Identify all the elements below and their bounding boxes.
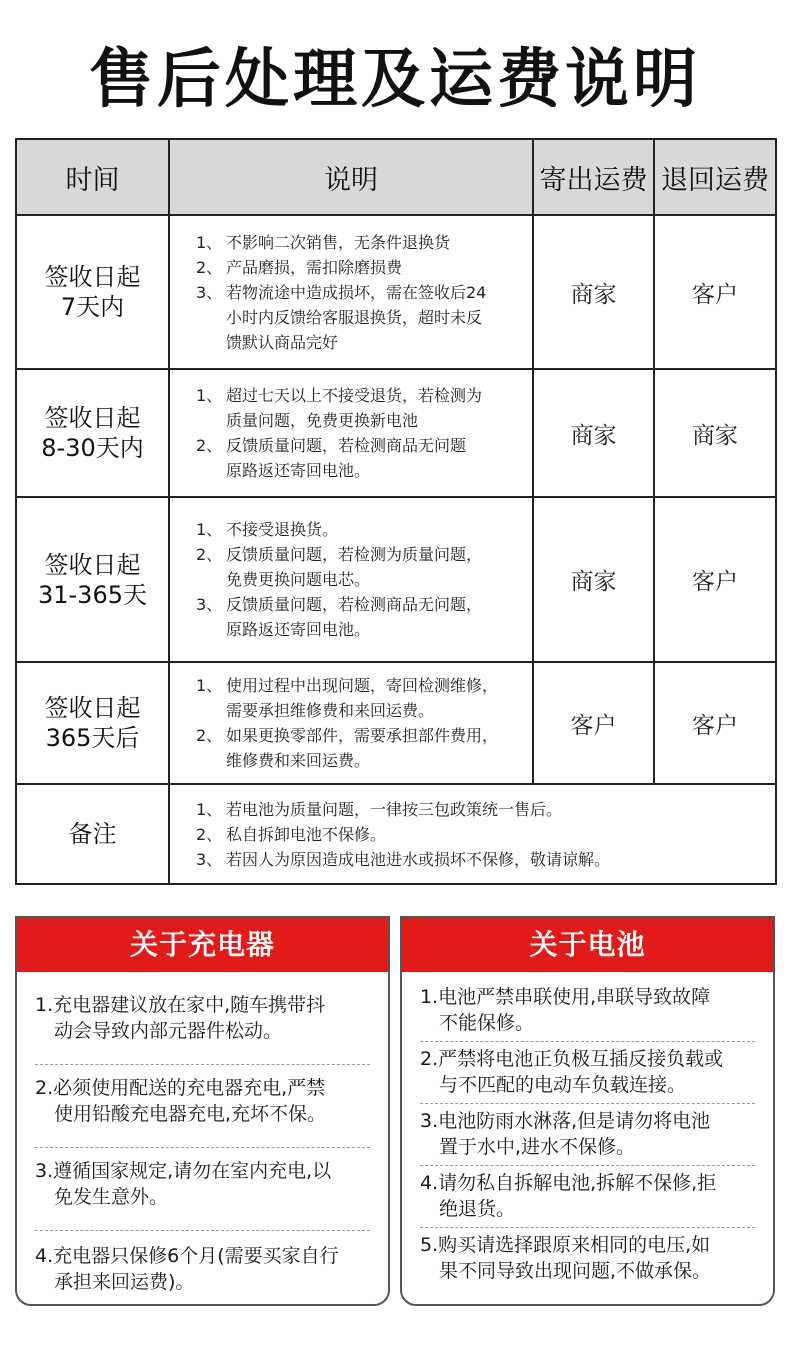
period-cell	[16, 215, 169, 369]
item-text: 不接受退换货。	[226, 520, 339, 539]
battery-tip-item	[420, 1166, 755, 1228]
description-cell	[169, 215, 533, 369]
charger-info-box	[15, 916, 390, 1306]
period-text: 8-30天内	[41, 434, 144, 462]
battery-tip-item	[420, 1104, 755, 1166]
table-row	[16, 662, 776, 784]
item-text: 原路返还寄回电池。	[226, 461, 371, 480]
remarks-label: 备注	[16, 784, 169, 884]
battery-tip-line: 果不同导致出现问题,不做承保。	[439, 1260, 712, 1282]
table-header-row	[16, 139, 776, 215]
remarks-cell	[169, 784, 776, 884]
period-text: 签收日起	[44, 404, 141, 432]
item-text: 超过七天以上不接受退货，若检测为	[226, 386, 483, 405]
battery-tip-line: 绝退货。	[439, 1198, 516, 1220]
battery-item-list	[402, 972, 773, 1289]
description-line	[196, 280, 524, 305]
header-time: 时间	[16, 139, 169, 215]
table-row	[16, 369, 776, 497]
battery-tip-line: 不能保修。	[439, 1012, 535, 1034]
item-text: 需要承担维修费和来回运费。	[226, 701, 435, 720]
description-line	[196, 592, 524, 617]
battery-tip-line: 4.请勿私自拆解电池,拆解不保修,拒	[420, 1172, 717, 1194]
item-number: 3、	[196, 849, 223, 869]
description-line	[196, 723, 524, 748]
battery-tip-line: 1.电池严禁串联使用,串联导致故障	[420, 986, 711, 1008]
charger-tip-item	[35, 1065, 370, 1148]
battery-tip-item	[420, 980, 755, 1042]
item-number: 3、	[196, 282, 223, 302]
battery-tip-item	[420, 1228, 755, 1289]
item-text: 不影响二次销售，无条件退换货	[226, 232, 451, 252]
item-number: 2、	[196, 257, 223, 277]
period-cell	[16, 497, 169, 662]
item-text: 若电池为质量问题，一律按三包政策统一售后。	[226, 799, 563, 819]
description-line	[196, 458, 524, 483]
description-line	[196, 698, 524, 723]
after-sales-policy-table	[15, 138, 777, 885]
period-text: 签收日起	[44, 550, 141, 579]
item-text: 反馈质量问题，若检测商品无问题，	[226, 595, 483, 614]
remarks-row	[16, 784, 776, 884]
description-cell	[169, 662, 533, 784]
charger-tip-line: 3.遵循国家规定,请勿在室内充电,以	[35, 1160, 332, 1182]
period-text: 签收日起	[44, 263, 141, 291]
header-return-fee: 退回运费	[654, 139, 776, 215]
description-line	[196, 383, 524, 408]
remark-line	[196, 797, 767, 822]
remark-line	[196, 822, 767, 847]
description-line	[196, 230, 524, 255]
item-number: 1、	[196, 799, 223, 819]
battery-tip-line: 2.严禁将电池正负极互插反接负载或	[420, 1048, 724, 1070]
description-line	[196, 408, 524, 433]
header-description: 说明	[169, 139, 533, 215]
battery-tip-line: 5.购买请选择跟原来相同的电压,如	[420, 1234, 711, 1256]
charger-item-list	[17, 972, 388, 1306]
description-line	[196, 673, 524, 698]
description-line	[196, 567, 524, 592]
item-number: 1、	[196, 520, 223, 539]
table-row	[16, 497, 776, 662]
item-number: 1、	[196, 232, 223, 252]
period-text: 31-365天	[37, 580, 147, 609]
item-text: 反馈质量问题，若检测为质量问题，	[226, 545, 483, 564]
item-text: 馈默认商品完好	[226, 332, 339, 352]
battery-info-box	[400, 916, 775, 1306]
item-number: 2、	[196, 545, 223, 564]
battery-box-title: 关于电池	[402, 918, 773, 972]
item-text: 质量问题，免费更换新电池	[226, 411, 419, 430]
description-line	[196, 305, 524, 330]
item-number: 3、	[196, 595, 223, 614]
item-text: 反馈质量问题，若检测商品无问题	[226, 436, 467, 455]
item-text: 如果更换零部件，需要承担部件费用，	[226, 726, 499, 745]
charger-tip-line: 1.充电器建议放在家中,随车携带抖	[35, 994, 326, 1016]
battery-tip-line: 3.电池防雨水淋落,但是请勿将电池	[420, 1110, 711, 1132]
description-line	[196, 255, 524, 280]
remark-line	[196, 847, 767, 872]
period-text: 签收日起	[44, 694, 141, 722]
description-cell	[169, 497, 533, 662]
item-text: 产品磨损，需扣除磨损费	[226, 257, 403, 277]
description-line	[196, 517, 524, 542]
header-send-fee: 寄出运费	[533, 139, 654, 215]
send-fee-cell: 商家	[533, 215, 654, 369]
item-text: 维修费和来回运费。	[226, 751, 371, 770]
description-cell	[169, 369, 533, 497]
item-text: 免费更换问题电芯。	[226, 570, 371, 589]
description-line	[196, 617, 524, 642]
period-cell	[16, 662, 169, 784]
item-text: 若物流途中造成损坏，需在签收后24	[226, 282, 487, 302]
return-fee-cell: 客户	[654, 662, 776, 784]
send-fee-cell: 商家	[533, 369, 654, 497]
description-line	[196, 330, 524, 355]
charger-tip-item	[35, 1231, 370, 1306]
description-line	[196, 748, 524, 773]
description-line	[196, 433, 524, 458]
item-number: 2、	[196, 824, 223, 844]
page-title: 售后处理及运费说明	[89, 43, 701, 117]
send-fee-cell: 客户	[533, 662, 654, 784]
charger-tip-line: 4.充电器只保修6个月(需要买家自行	[35, 1245, 339, 1267]
item-text: 小时内反馈给客服退换货，超时未反	[226, 307, 483, 327]
table-row	[16, 215, 776, 369]
charger-tip-item	[35, 982, 370, 1065]
battery-tip-item	[420, 1042, 755, 1104]
item-text: 私自拆卸电池不保修。	[226, 824, 387, 844]
battery-tip-line: 置于水中,进水不保修。	[439, 1136, 636, 1158]
return-fee-cell: 商家	[654, 369, 776, 497]
period-cell	[16, 369, 169, 497]
item-number: 1、	[196, 386, 223, 405]
period-text: 365天后	[45, 724, 140, 752]
item-text: 原路返还寄回电池。	[226, 620, 371, 639]
charger-tip-line: 承担来回运费)。	[54, 1271, 195, 1293]
charger-tip-item	[35, 1148, 370, 1231]
item-text: 使用过程中出现问题，寄回检测维修，	[226, 676, 499, 695]
description-line	[196, 542, 524, 567]
item-number: 2、	[196, 726, 223, 745]
return-fee-cell: 客户	[654, 497, 776, 662]
return-fee-cell: 客户	[654, 215, 776, 369]
period-text: 7天内	[60, 293, 125, 321]
item-text: 若因人为原因造成电池进水或损坏不保修，敬请谅解。	[226, 849, 611, 869]
item-number: 1、	[196, 676, 223, 695]
charger-tip-line: 使用铅酸充电器充电,充坏不保。	[54, 1103, 327, 1125]
send-fee-cell: 商家	[533, 497, 654, 662]
charger-tip-line: 免发生意外。	[54, 1186, 169, 1208]
item-number: 2、	[196, 436, 223, 455]
charger-tip-line: 动会导致内部元器件松动。	[54, 1020, 283, 1042]
battery-tip-line: 与不匹配的电动车负载连接。	[439, 1074, 687, 1096]
charger-tip-line: 2.必须使用配送的充电器充电,严禁	[35, 1077, 326, 1099]
charger-box-title: 关于充电器	[17, 918, 388, 972]
